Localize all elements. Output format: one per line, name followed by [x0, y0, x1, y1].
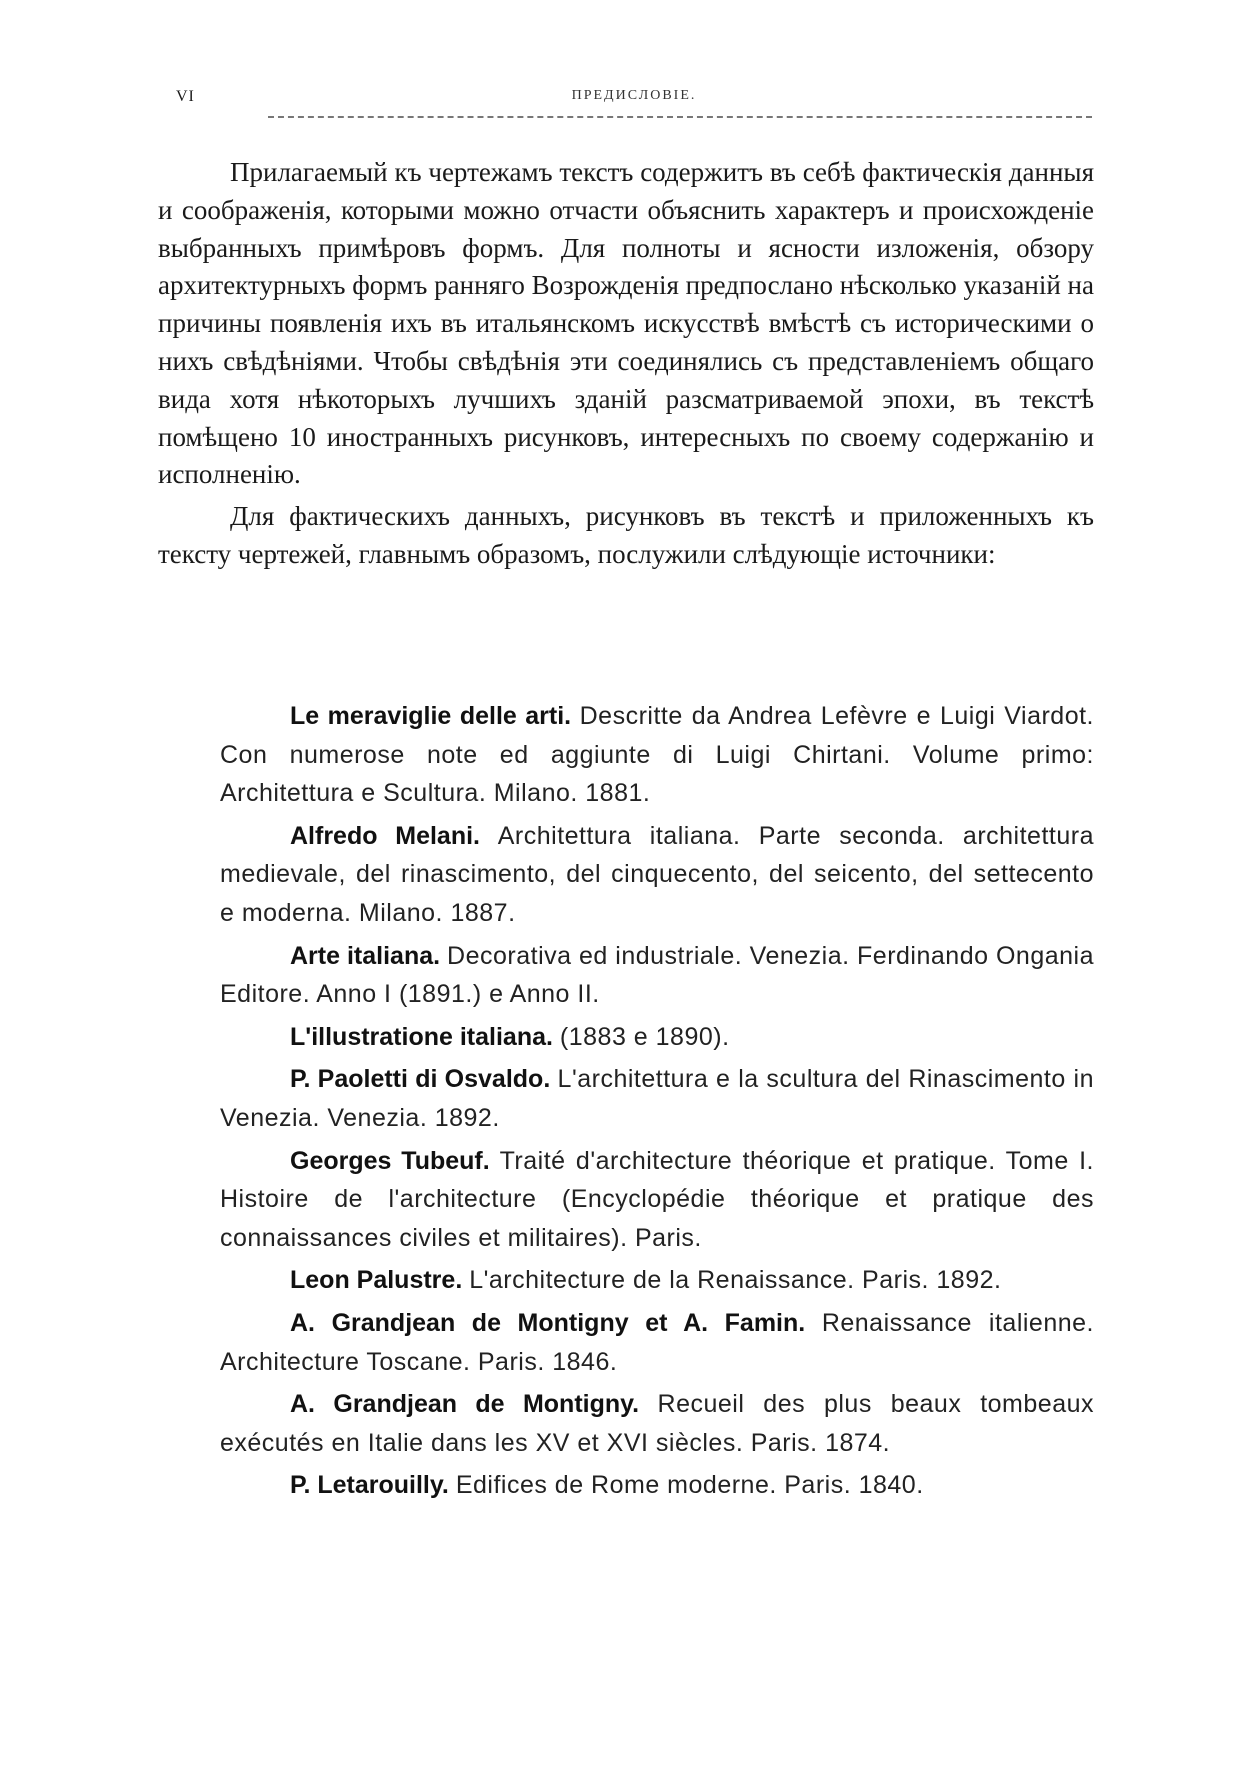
source-author: P. Paoletti di Osvaldo.: [290, 1065, 551, 1094]
source-list: [220, 697, 1094, 1505]
source-work: (1883 e 1890).: [559, 1022, 730, 1051]
header-rule: [268, 116, 1092, 118]
source-work: Descritte da Andrea Lefèvre e Luigi Viardot. Con numerose note ed aggiunte di Luigi Chirtani. Volume primo: Architettura e Scultura. Milano. 1881.: [220, 702, 1094, 808]
source-author: P. Letarouilly.: [290, 1471, 449, 1500]
source-author: Leon Palustre.: [290, 1266, 463, 1295]
source-work: Recueil des plus beaux tombeaux exécutés en Italie dans les XV et XVI siècles. Paris. 1874.: [220, 1390, 1094, 1457]
preface-body: [158, 154, 1094, 574]
source-author: Georges Tubeuf.: [290, 1146, 490, 1175]
source-entry: [220, 1304, 1094, 1381]
source-work: Edifices de Rome moderne. Paris. 1840.: [455, 1471, 924, 1500]
source-entry: [220, 1466, 1094, 1505]
source-entry: [220, 817, 1094, 933]
source-work: L'architettura e la scultura del Rinascimento in Venezia. Venezia. 1892.: [220, 1065, 1094, 1132]
source-entry: [220, 937, 1094, 1014]
paragraph-intro: Прилагаемый къ чертежамъ текстъ содержитъ въ себѣ фактическія данныя и соображенія, которыми можно отчасти объяснить характеръ и происхожденіе выбранныхъ примѣровъ формъ. Для полноты и ясности изложенія, обзору архитектурныхъ формъ ранняго Возрожденія предпослано нѣсколько указаній на причины появленія ихъ въ итальянскомъ искусствѣ вмѣстѣ съ историческими о нихъ свѣдѣніями. Чтобы свѣдѣнія эти соединялись съ представленіемъ общаго вида хотя нѣкоторыхъ лучшихъ зданій разсматриваемой эпохи, въ текстѣ помѣщено 10 иностранныхъ рисунковъ, интересныхъ по своему содержанію и исполненію.: [158, 157, 1094, 490]
running-title: ПРЕДИСЛОВІЕ.: [571, 88, 697, 103]
source-work: Traité d'architecture théorique et pratique. Tome I. Histoire de l'architecture (Encyclopédie théorique et pratique des connaissances civiles et militaires). Paris.: [220, 1146, 1095, 1252]
source-work: Architettura italiana. Parte seconda. architettura medievale, del rinascimento, del cinquecento, del seicento, del settecento e moderna. Milano. 1887.: [220, 821, 1094, 927]
source-author: Le meraviglie delle arti.: [290, 702, 572, 730]
source-entry: [220, 1018, 1094, 1057]
paragraph-sources-intro: Для фактическихъ данныхъ, рисунковъ въ текстѣ и приложенныхъ къ тексту чертежей, главнымъ образомъ, послужили слѣдующіе источники:: [158, 501, 1094, 569]
page-number: VI: [176, 88, 195, 105]
source-entry: [220, 1142, 1094, 1258]
source-author: Arte italiana.: [290, 941, 441, 970]
source-work: Renaissance italienne. Architecture Toscane. Paris. 1846.: [220, 1308, 1094, 1376]
source-entry: [220, 1060, 1094, 1137]
source-author: L'illustratione italiana.: [290, 1022, 553, 1051]
source-author: A. Grandjean de Montigny et A. Famin.: [290, 1308, 806, 1337]
source-work: L'architecture de la Renaissance. Paris. 1892.: [469, 1266, 1002, 1295]
source-entry: [220, 697, 1094, 813]
source-work: Decorativa ed industriale. Venezia. Ferdinando Ongania Editore. Anno I (1891.) e Anno II.: [220, 941, 1094, 1009]
source-entry: [220, 1385, 1094, 1462]
source-entry: [220, 1261, 1094, 1300]
source-author: A. Grandjean de Montigny.: [290, 1390, 640, 1419]
page-header: [176, 88, 1092, 114]
source-author: Alfredo Melani.: [290, 821, 480, 850]
